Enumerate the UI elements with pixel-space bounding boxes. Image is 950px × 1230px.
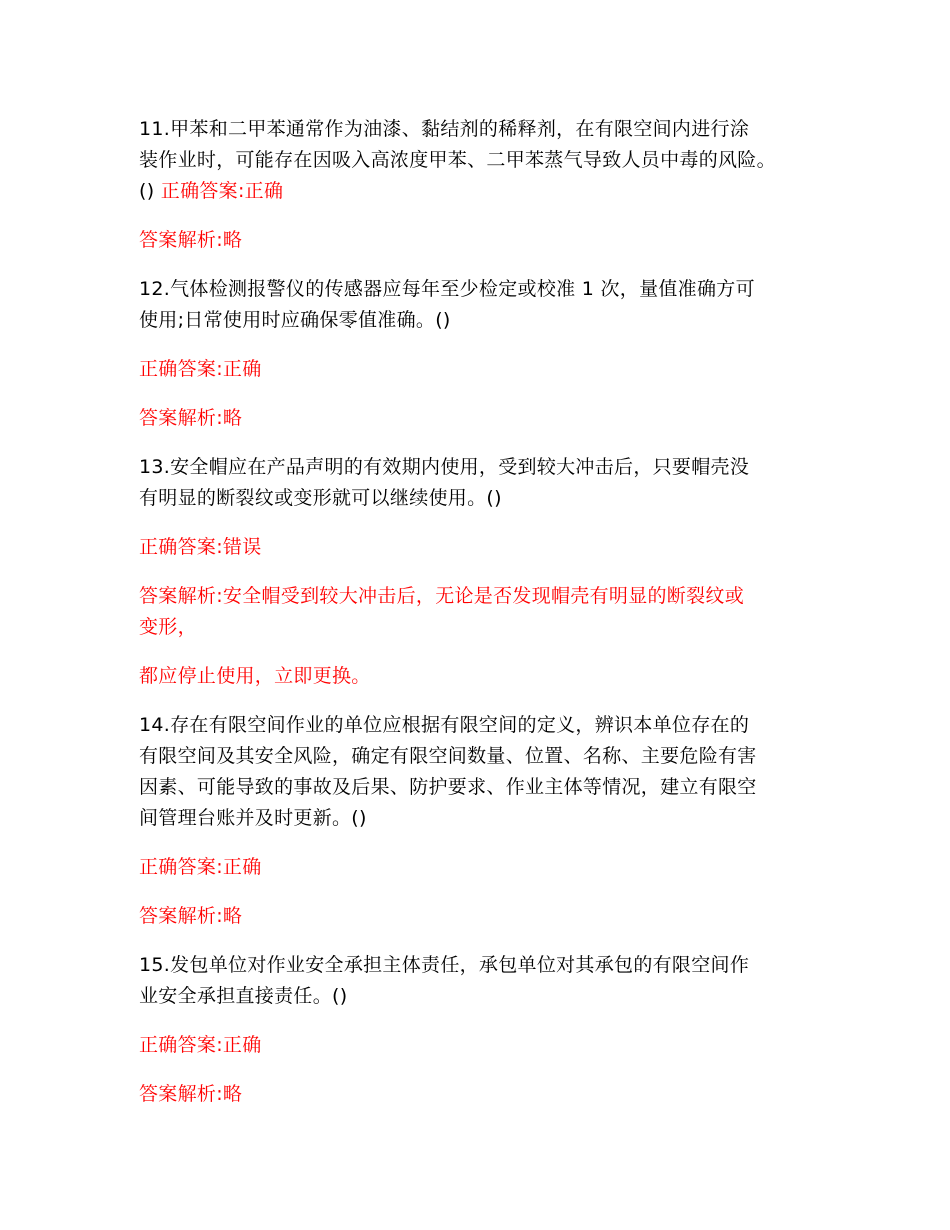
question-12-line-1: 12.气体检测报警仪的传感器应每年至少检定或校准 1 次，量值准确方可 — [139, 278, 755, 300]
question-11-line-1: 11.甲苯和二甲苯通常作为油漆、黏结剂的稀释剂，在有限空间内进行涂 — [139, 118, 750, 140]
question-15-line-1: 15.发包单位对作业安全承担主体责任，承包单位对其承包的有限空间作 — [139, 954, 750, 976]
question-14 — [139, 710, 839, 834]
question-13 — [139, 452, 839, 514]
question-12-analysis: 答案解析:略 — [139, 407, 243, 429]
question-14-answer: 正确答案:正确 — [139, 856, 262, 878]
question-11 — [139, 114, 839, 207]
question-14-line-3: 因素、可能导致的事故及后果、防护要求、作业主体等情况，建立有限空 — [139, 776, 757, 798]
question-13-analysis-line-2: 变形， — [139, 616, 197, 638]
question-14-line-4: 间管理台账并及时更新。() — [139, 807, 367, 829]
question-13-line-1: 13.安全帽应在产品声明的有效期内使用，受到较大冲击后，只要帽壳没 — [139, 456, 750, 478]
question-11-line-2: 装作业时，可能存在因吸入高浓度甲苯、二甲苯蒸气导致人员中毒的风险。 — [139, 149, 776, 171]
question-12 — [139, 274, 839, 336]
question-13-line-2: 有明显的断裂纹或变形就可以继续使用。() — [139, 487, 502, 509]
question-13-analysis — [139, 581, 839, 643]
question-14-line-1: 14.存在有限空间作业的单位应根据有限空间的定义，辨识本单位存在的 — [139, 714, 750, 736]
question-12-answer: 正确答案:正确 — [139, 358, 262, 380]
question-11-answer: 正确答案:正确 — [160, 180, 284, 202]
question-11-analysis: 答案解析:略 — [139, 229, 243, 251]
question-15-analysis: 答案解析:略 — [139, 1083, 243, 1105]
question-13-analysis-line-1: 答案解析:安全帽受到较大冲击后，无论是否发现帽壳有明显的断裂纹或 — [139, 585, 745, 607]
document-page — [139, 114, 839, 1128]
question-15-answer: 正确答案:正确 — [139, 1034, 262, 1056]
question-14-line-2: 有限空间及其安全风险，确定有限空间数量、位置、名称、主要危险有害 — [139, 745, 757, 767]
question-15-line-2: 业安全承担直接责任。() — [139, 985, 348, 1007]
question-11-line-3: () — [139, 180, 155, 202]
question-13-analysis-continued: 都应停止使用，立即更换。 — [139, 665, 371, 687]
question-15 — [139, 950, 839, 1012]
question-12-line-2: 使用;日常使用时应确保零值准确。() — [139, 309, 451, 331]
question-14-analysis: 答案解析:略 — [139, 905, 243, 927]
question-13-answer: 正确答案:错误 — [139, 536, 262, 558]
